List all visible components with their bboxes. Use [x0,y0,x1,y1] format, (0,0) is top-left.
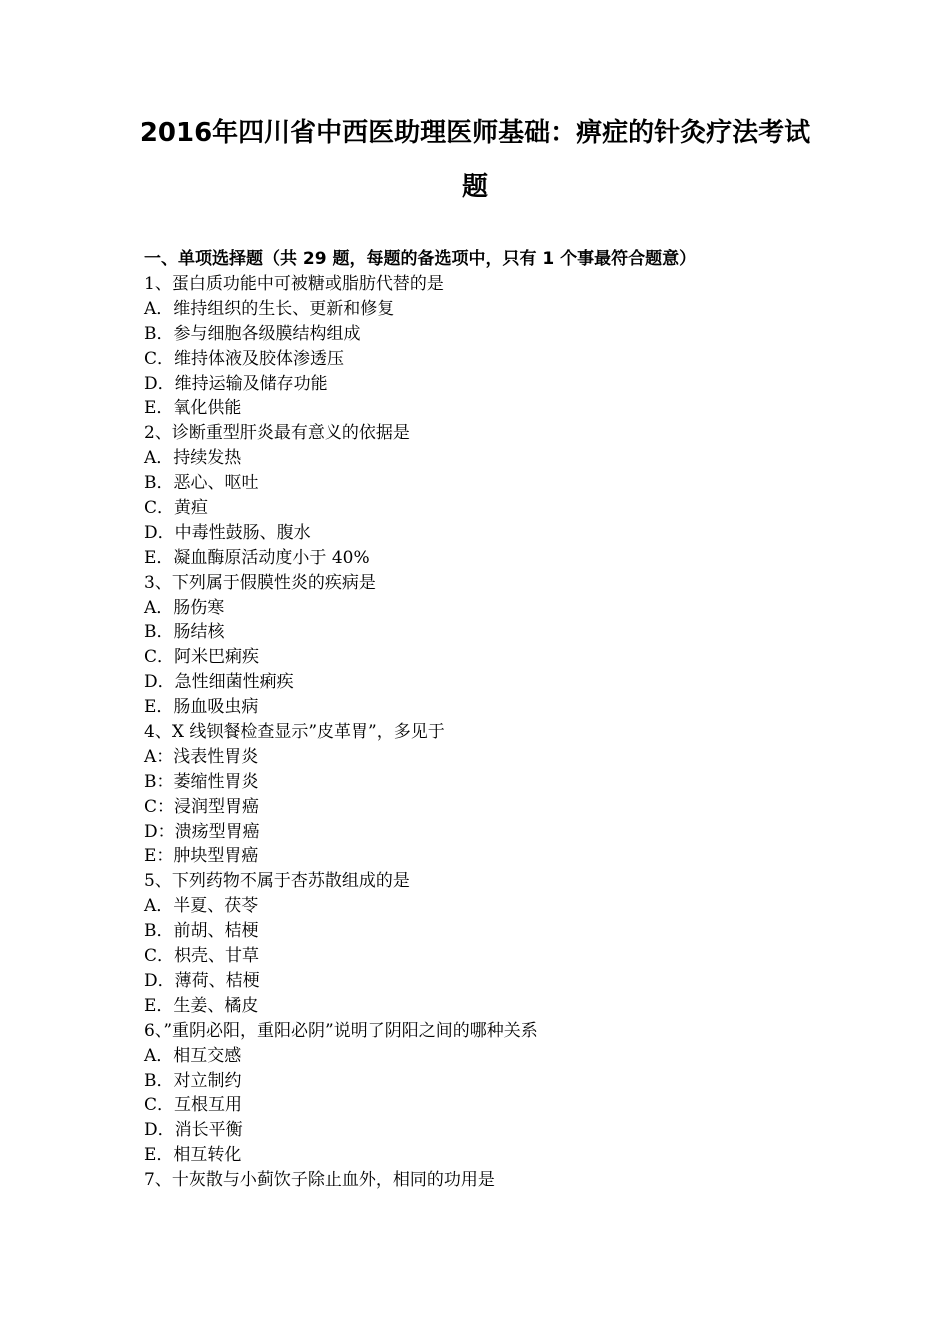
section-heading: 一、单项选择题（共 29 题，每题的备选项中，只有 1 个事最符合题意） [144,249,697,269]
question-stem: 4、X 线钡餐检查显示”皮革胃”，多见于 [144,722,445,743]
question-stem: 5、下列药物不属于杏苏散组成的是 [144,871,410,892]
question-list [144,272,824,1193]
answer-option: D．维持运输及储存功能 [144,373,328,394]
answer-option: D．急性细菌性痢疾 [144,672,294,693]
answer-option: E．生姜、橘皮 [144,995,259,1016]
answer-option: A：浅表性胃炎 [144,746,259,767]
answer-option: E．肠血吸虫病 [144,697,259,718]
answer-option: D．中毒性鼓肠、腹水 [144,522,311,543]
document-title-line-1: 2016年四川省中西医助理医师基础：痹症的针灸疗法考试 [139,118,811,148]
answer-option: E：肿块型胃癌 [144,846,259,867]
question-stem: 7、十灰散与小蓟饮子除止血外，相同的功用是 [144,1170,495,1191]
answer-option: E．氧化供能 [144,398,242,419]
answer-option: B：萎缩性胃炎 [144,771,259,792]
question-stem: 2、诊断重型肝炎最有意义的依据是 [144,423,410,444]
answer-option: A．相互交感 [144,1045,242,1066]
answer-option: A．持续发热 [144,448,242,469]
answer-option: B．对立制约 [144,1070,242,1091]
question-stem: 3、下列属于假膜性炎的疾病是 [144,572,376,593]
question-stem: 6、”重阴必阳，重阳必阴”说明了阴阳之间的哪种关系 [144,1020,538,1041]
answer-option: B．参与细胞各级膜结构组成 [144,323,361,344]
answer-option: D．消长平衡 [144,1120,243,1141]
answer-option: C．阿米巴痢疾 [144,647,260,668]
answer-option: A．维持组织的生长、更新和修复 [144,298,395,319]
answer-option: A．半夏、茯苓 [144,896,259,917]
answer-option: B．肠结核 [144,622,225,643]
answer-option: C：浸润型胃癌 [144,796,260,817]
answer-option: B．恶心、呕吐 [144,473,259,494]
answer-option: D．薄荷、桔梗 [144,970,260,991]
answer-option: B．前胡、桔梗 [144,921,259,942]
answer-option: C．维持体液及胶体渗透压 [144,348,345,369]
answer-option: C．互根互用 [144,1095,243,1116]
answer-option: E．相互转化 [144,1145,242,1166]
answer-option: C．枳壳、甘草 [144,946,260,967]
answer-option: A．肠伤寒 [144,597,225,618]
answer-option: E．凝血酶原活动度小于 40% [144,547,370,568]
document-title-line-2: 题 [461,172,488,202]
question-stem: 1、蛋白质功能中可被糖或脂肪代替的是 [144,274,444,294]
answer-option: C．黄疸 [144,498,209,519]
answer-option: D：溃疡型胃癌 [144,821,260,842]
